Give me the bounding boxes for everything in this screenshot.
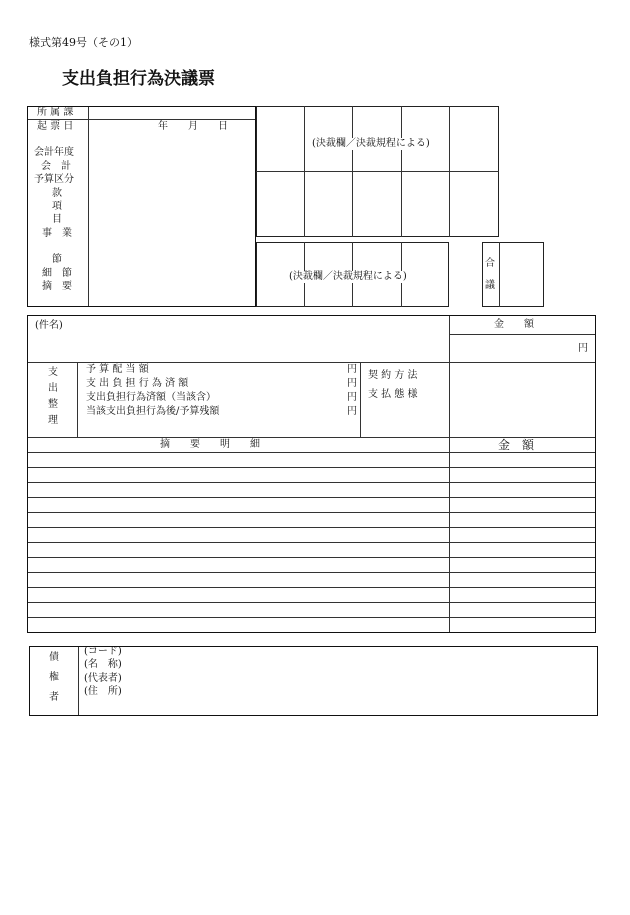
- label-jigyou: 事 業: [42, 228, 72, 239]
- label-account: 会 計: [41, 161, 71, 172]
- exp-label-3: 整: [48, 399, 58, 410]
- page-title: 支出負担行為決議票: [62, 69, 215, 89]
- gougi-label-1: 合: [485, 258, 495, 269]
- exp-row-remaining-unit: 円: [347, 406, 357, 417]
- gougi-box: [482, 242, 544, 307]
- detail-row-line: [28, 497, 595, 498]
- amount-label: 金 額: [494, 319, 534, 330]
- creditor-label-1: 債: [49, 652, 59, 663]
- creditor-code: (コード): [84, 646, 122, 657]
- creditor-label-2: 権: [49, 672, 59, 683]
- exp-row-committed-unit: 円: [347, 378, 357, 389]
- label-tekiyou: 摘 要: [42, 281, 72, 292]
- exp-row-committed: 支 出 負 担 行 為 済 額: [86, 378, 189, 389]
- contract-method-label: 契 約 方 法: [368, 370, 418, 381]
- label-kan: 款: [52, 188, 62, 199]
- creditor-representative: (代表者): [84, 673, 122, 684]
- creditor-name: (名 称): [84, 659, 122, 670]
- amount-yen: 円: [578, 343, 588, 354]
- label-issue-date: 起 票 日: [37, 121, 74, 132]
- detail-row-line: [28, 542, 595, 543]
- detail-row-line: [28, 572, 595, 573]
- approval-note-top: (決裁欄／決裁規程による): [312, 138, 430, 149]
- details-header: 摘 要 明 細: [160, 439, 260, 450]
- gougi-label-2: 議: [485, 280, 495, 291]
- issue-date-units: 年 月 日: [158, 121, 228, 132]
- label-saisetsu: 細 節: [42, 268, 72, 279]
- exp-label-1: 支: [48, 367, 58, 378]
- label-setsu: 節: [52, 254, 62, 265]
- detail-row-line: [28, 527, 595, 528]
- exp-row-budget: 予 算 配 当 額: [86, 364, 149, 375]
- exp-row-budget-unit: 円: [347, 364, 357, 375]
- exp-label-4: 理: [48, 415, 58, 426]
- detail-row-line: [28, 602, 595, 603]
- exp-row-committed-incl: 支出負担行為済額（当該含）: [86, 392, 216, 403]
- label-fiscal-year: 会計年度: [34, 147, 74, 158]
- detail-row-line: [28, 617, 595, 618]
- exp-row-committed-incl-unit: 円: [347, 392, 357, 403]
- label-kou: 項: [52, 201, 62, 212]
- form-number: 様式第49号（その1）: [29, 36, 138, 49]
- label-moku: 目: [52, 214, 62, 225]
- detail-row-line: [28, 512, 595, 513]
- approval-note-bottom: (決裁欄／決裁規程による): [289, 271, 407, 282]
- exp-label-2: 出: [48, 383, 58, 394]
- creditor-address: (住 所): [84, 686, 122, 697]
- detail-row-line: [28, 482, 595, 483]
- creditor-label-3: 者: [49, 692, 59, 703]
- label-budget-category: 予算区分: [34, 174, 74, 185]
- payment-mode-label: 支 払 態 様: [368, 389, 418, 400]
- detail-row-line: [28, 557, 595, 558]
- detail-row-line: [28, 467, 595, 468]
- detail-row-line: [28, 587, 595, 588]
- label-dept: 所 属 課: [37, 107, 74, 118]
- subject-label: (件名): [35, 320, 63, 331]
- exp-row-remaining: 当該支出負担行為後/予算残額: [86, 406, 220, 417]
- details-amount-header: 金 額: [498, 438, 535, 452]
